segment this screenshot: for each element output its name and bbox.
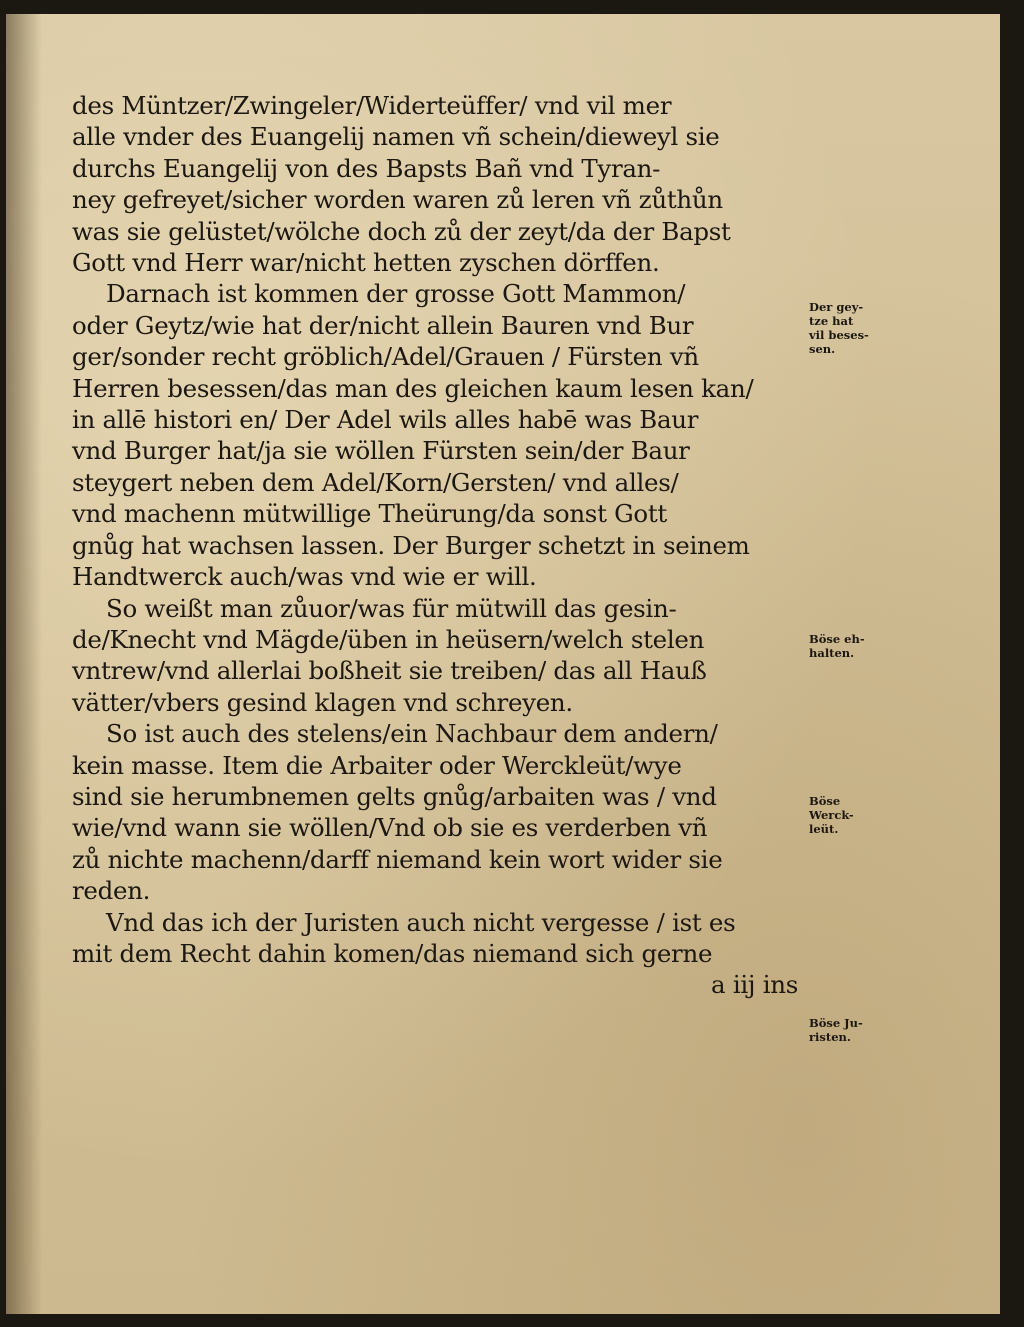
- binding-gutter: [6, 14, 42, 1314]
- paragraph-start-line: Darnach ist kommen der grosse Gott Mammon/: [106, 279, 686, 309]
- text-line: was sie gelüstet/wölche doch zů der zeyt/da der Bapst: [72, 216, 731, 246]
- text-line: reden.: [72, 876, 151, 906]
- text-line: wie/vnd wann sie wöllen/Vnd ob sie es verderben vñ: [72, 813, 708, 843]
- text-line: vnd Burger hat/ja sie wöllen Fürsten sein/der Baur: [72, 436, 690, 466]
- marginal-note-juristen: Böse Ju- risten.: [809, 1016, 863, 1044]
- marginal-note-ehalten: Böse eh- halten.: [809, 632, 865, 660]
- text-line: Herren besessen/das man des gleichen kaum lesen kan/: [72, 373, 754, 403]
- text-line: mit dem Recht dahin komen/das niemand sich gerne: [72, 938, 713, 968]
- text-line: durchs Euangelij von des Bapsts Bañ vnd Tyran-: [72, 153, 661, 183]
- text-line: vntrew/vnd allerlai boßheit sie treiben/ das all Hauß: [72, 656, 707, 686]
- text-line: vnd machenn mütwillige Theürung/da sonst Gott: [72, 499, 667, 529]
- text-line: zů nichte machenn/darff niemand kein wort wider sie: [72, 844, 723, 874]
- text-line: ger/sonder recht gröblich/Adel/Grauen / Fürsten vñ: [72, 342, 699, 372]
- signature-mark: a iij ins: [711, 970, 798, 1000]
- main-text-block: [72, 90, 812, 1001]
- book-page: [6, 14, 1000, 1314]
- text-line: vätter/vbers gesind klagen vnd schreyen.: [72, 687, 573, 717]
- paragraph-start-line: So ist auch des stelens/ein Nachbaur dem andern/: [106, 719, 718, 749]
- text-line: alle vnder des Euangelij namen vñ schein/dieweyl sie: [72, 122, 720, 152]
- text-line: oder Geytz/wie hat der/nicht allein Bauren vnd Bur: [72, 310, 694, 340]
- text-line: kein masse. Item die Arbaiter oder Werckleüt/wye: [72, 750, 682, 780]
- text-line: steygert neben dem Adel/Korn/Gersten/ vnd alles/: [72, 467, 679, 497]
- text-line: Handtwerck auch/was vnd wie er will.: [72, 562, 537, 592]
- text-line: de/Knecht vnd Mägde/üben in heüsern/welch stelen: [72, 624, 705, 654]
- paragraph-start-line: So weißt man zůuor/was für mütwill das gesin-: [106, 593, 677, 623]
- text-line: Gott vnd Herr war/nicht hetten zyschen dörffen.: [72, 248, 660, 278]
- text-line: in allē histori en/ Der Adel wils alles habē was Baur: [72, 405, 699, 435]
- marginal-note-geytz: Der gey- tze hat vil beses- sen.: [809, 300, 869, 356]
- text-line: des Müntzer/Zwingeler/Widerteüffer/ vnd vil mer: [72, 91, 672, 120]
- marginal-note-werckleut: Böse Werck- leüt.: [809, 794, 854, 836]
- text-line: sind sie herumbnemen gelts gnůg/arbaiten was / vnd: [72, 781, 717, 811]
- text-line: gnůg hat wachsen lassen. Der Burger schetzt in seinem: [72, 530, 750, 560]
- paragraph-start-line: Vnd das ich der Juristen auch nicht vergesse / ist es: [106, 907, 736, 937]
- text-line: ney gefreyet/sicher worden waren zů leren vñ zůthůn: [72, 185, 723, 215]
